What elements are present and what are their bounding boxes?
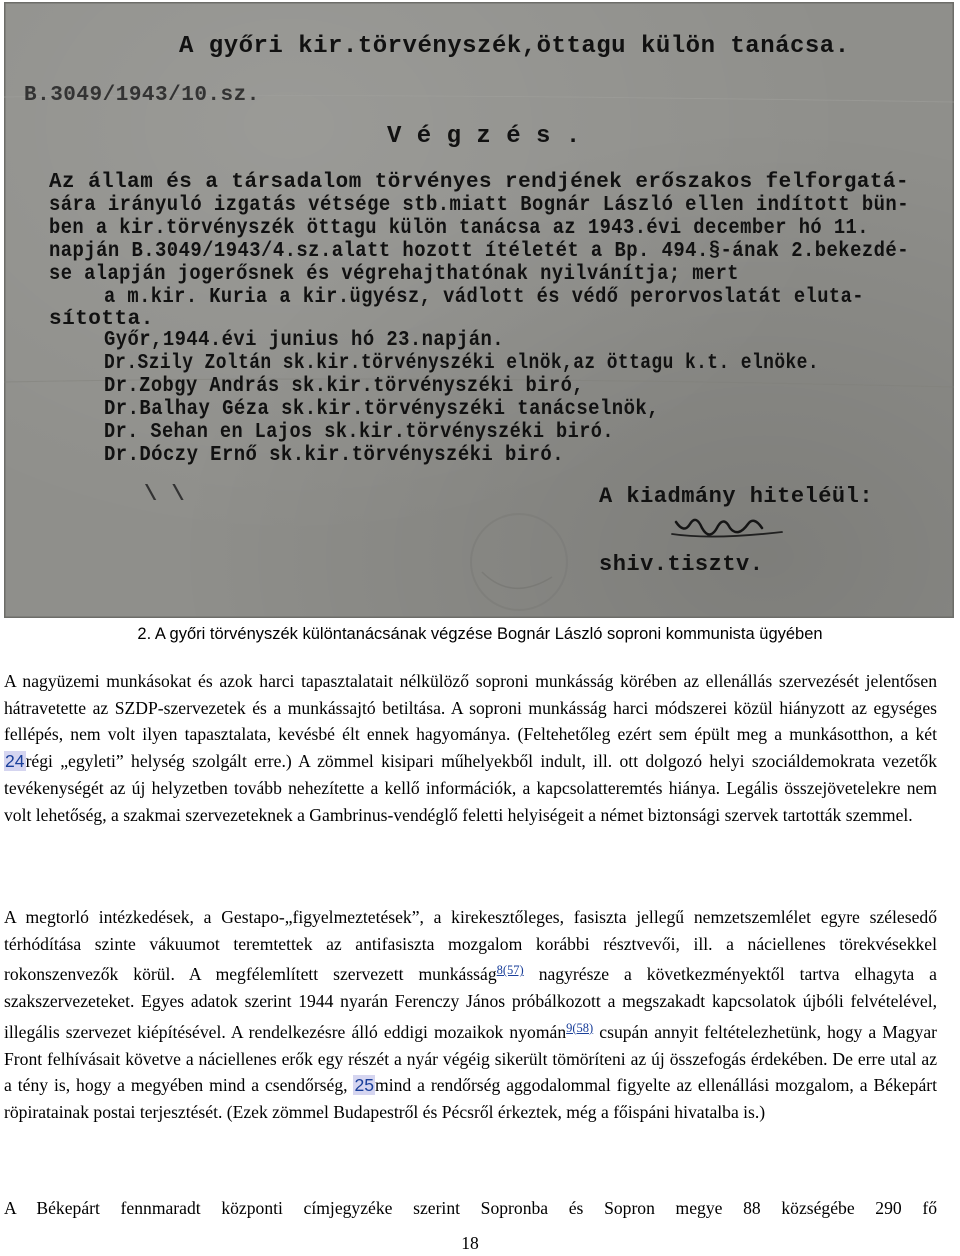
footnote-link-8[interactable]: 8(57) (496, 963, 524, 978)
paragraph-text: régi „egyleti” helység szolgált erre.) A zömmel kisipari műhelyekből indult, ill. ott dolgozó helyi szociáldemokrata vezetők tevékenységét az új helyzetben tovább nehezítette a kellő információk, a kapcsolatteremtés hiánya. Legális összejövetelekre nem volt lehetőség, a szakmai szervezeteknek a Gambrinus-vendéglő feletti helyiségeit a német biztonsági szervek tartották szemmel. (4, 751, 937, 825)
signature-icon (672, 520, 782, 537)
paragraph-text: csupán annyit feltételezhetünk, hogy a Magyar Front felhívásait követve a náciellenes erők egy részét a nyár végéig sikerült tömöríteni az új összefogás érdekében. De erre utal az a tény is, hogy a megyében mind a csendőrség, (4, 1021, 937, 1096)
paragraph-3 (4, 1195, 937, 1222)
page-number: 18 (461, 1233, 479, 1253)
margin-page-marker: 25 (354, 1075, 375, 1096)
doc-official: shiv.tisztv. (599, 552, 764, 577)
doc-line: Dr.Zobgy András sk.kir.törvényszéki biró, (104, 375, 584, 398)
doc-title: V é g z é s . (387, 123, 581, 150)
paragraph-text: A Békepárt fennmaradt központi címjegyzéke szerint Sopronba és Sopron megye 88 községébe 290 fő (4, 1198, 937, 1218)
doc-line: Dr. Sehan en Lajos sk.kir.törvényszéki biró. (104, 421, 614, 444)
doc-marks: \ \ (144, 482, 186, 507)
doc-certification: A kiadmány hiteléül: (599, 484, 874, 509)
doc-line: Dr.Dóczy Ernő sk.kir.törvényszéki biró. (104, 444, 564, 467)
doc-line: sára irányuló izgatás vétsége stb.miatt Bognár László ellen indított bün- (49, 194, 909, 217)
document-photo-scan (4, 2, 954, 618)
doc-header: A győri kir.törvényszék,öttagu külön tanácsa. (179, 33, 850, 60)
paragraph-text: mind a rendőrség aggodalommal figyelte az ellenállási mozgalom, a Békepárt röpiratainak postai terjesztését. (Ezek zömmel Budapestről és Pécsről érkeztek, még a főispáni hivatalba is.) (4, 1075, 937, 1122)
document-photo (4, 2, 954, 618)
paragraph-text: A megtorló intézkedések, a Gestapo-„figyelmeztetések”, a kirekesztőleges, fasiszta jellegű nemzetszemlélet egyre szélesedő térhódítása szinte vákuumot teremtettek az antifasiszta mozgalom korábbi résztvevői, ill. a náciellenes törekvésekkel rokonszenvezők körül. A megfélemlített szervezett munkásság (4, 907, 937, 985)
doc-line: napján B.3049/1943/4.sz.alatt hozott ítéletét a Bp. 494.§-ának 2.bekezdé- (49, 240, 909, 263)
doc-line: se alapján jogerősnek és végrehajthatónak nyilvánítja; mert (49, 263, 739, 286)
doc-line: a m.kir. Kuria a kir.ügyész, vádlott és védő perorvoslatát eluta- (104, 286, 864, 309)
footnote-link-9[interactable]: 9(58) (566, 1020, 594, 1035)
margin-page-marker: 24 (5, 751, 25, 772)
stamp-icon (471, 514, 567, 610)
paragraph-text: nagyrésze a következményektől tartva elhagyta a szakszervezeteket. Egyes adatok szerint 1944 nyarán Ferenczy János próbálkozott a megszakadt kapcsolatok újbóli felvételével, illegális szervezet kiépítésével. A rendelkezésre álló eddigi mozaikok nyomán (4, 964, 937, 1042)
doc-reference: B.3049/1943/10.sz. (24, 84, 260, 107)
doc-line: Dr.Szily Zoltán sk.kir.törvényszéki elnök,az öttagu k.t. elnöke. (104, 352, 819, 375)
doc-line: Az állam és a társadalom törvényes rendjének erőszakos felforgatá- (49, 171, 909, 194)
doc-line: ben a kir.törvényszék öttagu külön tanácsa az 1943.évi december hó 11. (49, 217, 869, 240)
paragraph-2 (4, 904, 937, 1126)
doc-line: sította. (49, 308, 154, 331)
doc-line: Győr,1944.évi junius hó 23.napján. (104, 329, 504, 352)
figure-caption: 2. A győri törvényszék különtanácsának végzése Bognár László soproni kommunista ügyében (137, 625, 823, 643)
paragraph-text: A nagyüzemi munkásokat és azok harci tapasztalatait nélkülöző soproni munkásság körében az ellenállás szervezését jelentősen hátravetette az SZDP-szervezetek és a munkássajtó betiltása. A soproni munkásság harci módszerei közül hiányzott az egységes fellépés, nem volt ilyen tapasztalata, kevésbé élt ennek hagyománya. (Feltehetőleg ezért sem épült meg a munkásotthon, a két (4, 671, 937, 745)
paragraph-1 (4, 668, 937, 828)
doc-line: Dr.Balhay Géza sk.kir.törvényszéki tanácselnök, (104, 398, 659, 421)
